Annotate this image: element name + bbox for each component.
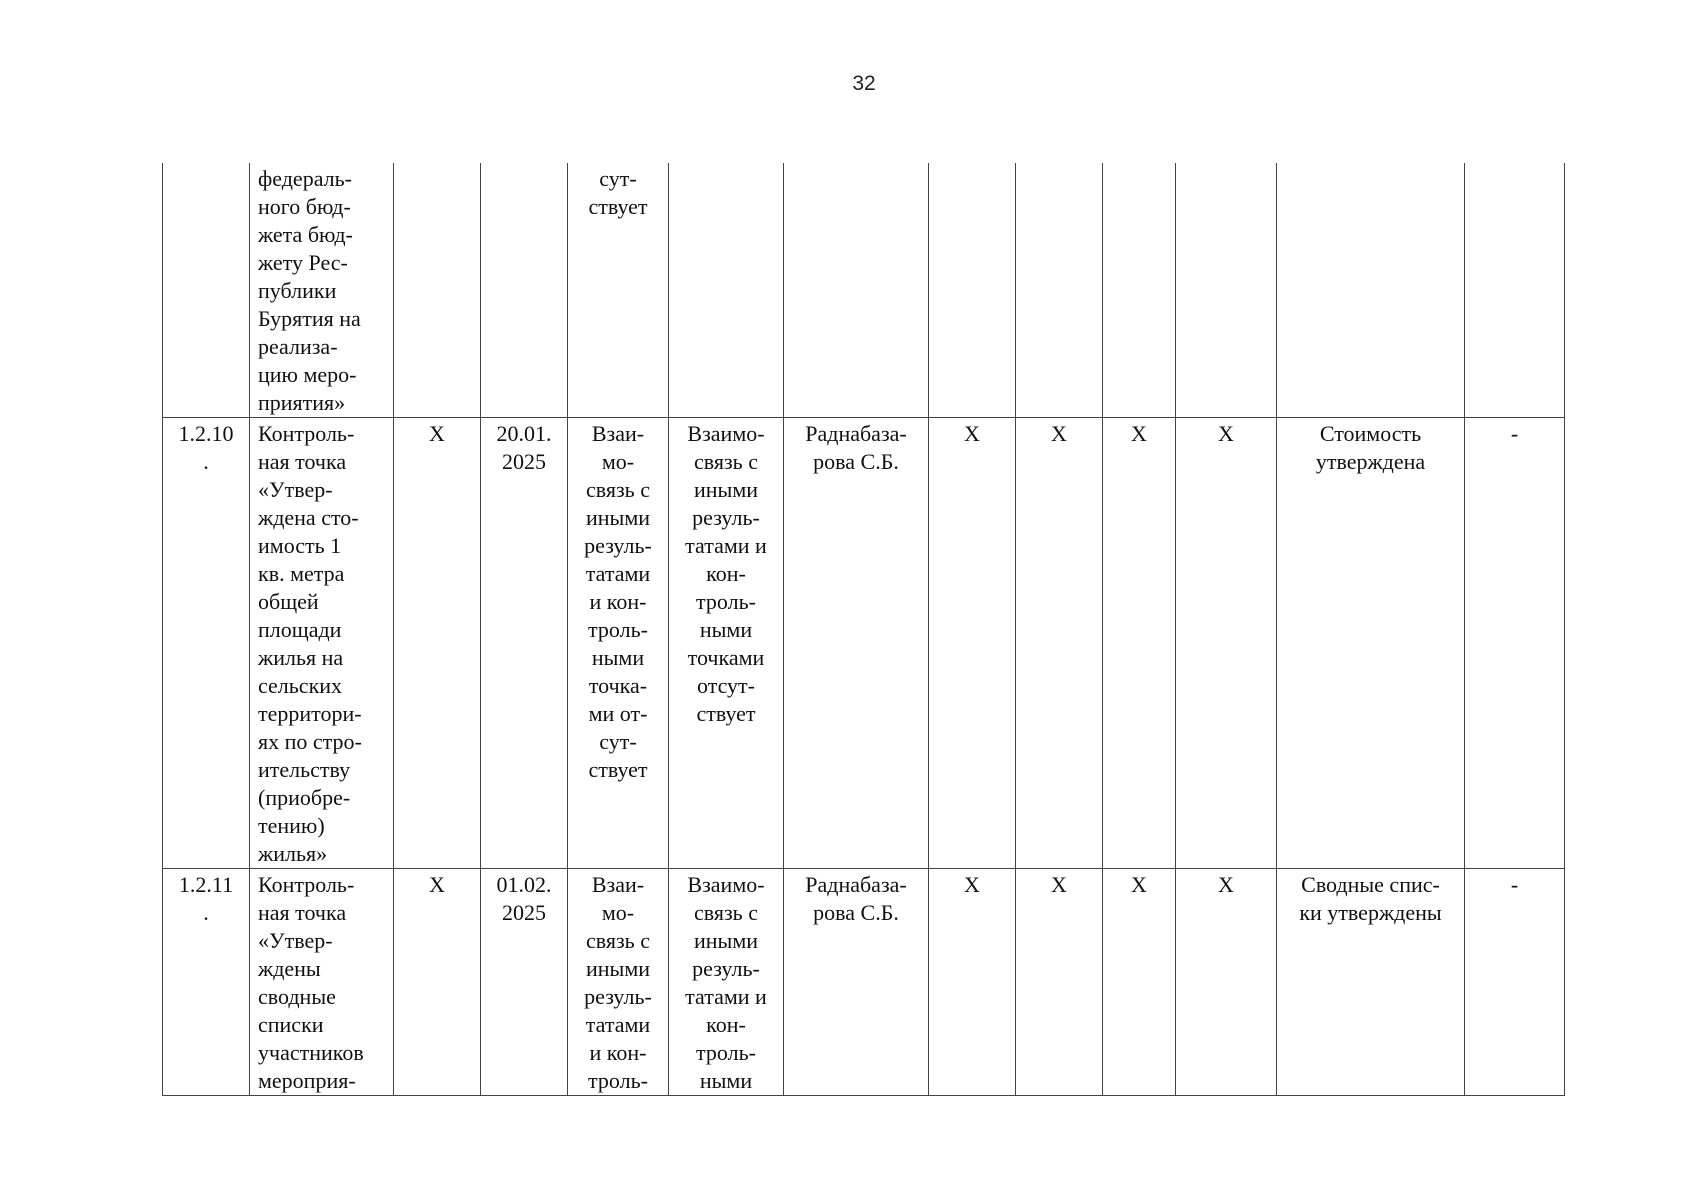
cell-result: Сводные спис- ки утверждены bbox=[1277, 869, 1465, 1096]
cell-mark-2: Х bbox=[1016, 418, 1103, 869]
cell-number bbox=[163, 163, 250, 418]
cell-end-date: 01.02. 2025 bbox=[481, 869, 568, 1096]
cell-note bbox=[1465, 163, 1565, 418]
cell-mark-2 bbox=[1016, 163, 1103, 418]
cell-predecessor: Взаи- мо- связь с иными резуль- татами и кон- троль- ными точка- ми от- сут- ствует bbox=[568, 418, 669, 869]
cell-predecessor: сут- ствует bbox=[568, 163, 669, 418]
cell-mark-4 bbox=[1176, 163, 1277, 418]
cell-successor: Взаимо- связь с иными резуль- татами и кон- троль- ными точками отсут- ствует bbox=[669, 418, 784, 869]
cell-responsible bbox=[784, 163, 929, 418]
cell-mark-3 bbox=[1103, 163, 1176, 418]
table-row bbox=[163, 163, 1565, 418]
page-number: 32 bbox=[852, 72, 876, 95]
cell-number: 1.2.11 . bbox=[163, 869, 250, 1096]
cell-successor bbox=[669, 163, 784, 418]
cell-successor: Взаимо- связь с иными резуль- татами и кон- троль- ными bbox=[669, 869, 784, 1096]
cell-mark-3: Х bbox=[1103, 418, 1176, 869]
cell-mark-1 bbox=[929, 163, 1016, 418]
cell-start-date: Х bbox=[394, 418, 481, 869]
cell-mark-3: Х bbox=[1103, 869, 1176, 1096]
cell-mark-4: Х bbox=[1176, 869, 1277, 1096]
cell-result: Стоимость утверждена bbox=[1277, 418, 1465, 869]
cell-mark-1: Х bbox=[929, 418, 1016, 869]
cell-responsible: Раднабаза- рова С.Б. bbox=[784, 869, 929, 1096]
cell-mark-4: Х bbox=[1176, 418, 1277, 869]
cell-name: федераль- ного бюд- жета бюд- жету Рес- публики Бурятия на реализа- цию меро- приятия» bbox=[250, 163, 394, 418]
cell-mark-1: Х bbox=[929, 869, 1016, 1096]
cell-start-date bbox=[394, 163, 481, 418]
cell-end-date bbox=[481, 163, 568, 418]
cell-predecessor: Взаи- мо- связь с иными резуль- татами и кон- троль- bbox=[568, 869, 669, 1096]
cell-note: - bbox=[1465, 869, 1565, 1096]
cell-start-date: Х bbox=[394, 869, 481, 1096]
cell-result bbox=[1277, 163, 1465, 418]
table-row bbox=[163, 869, 1565, 1096]
cell-note: - bbox=[1465, 418, 1565, 869]
cell-responsible: Раднабаза- рова С.Б. bbox=[784, 418, 929, 869]
table-row bbox=[163, 418, 1565, 869]
cell-number: 1.2.10 . bbox=[163, 418, 250, 869]
document-table bbox=[162, 163, 1565, 1096]
cell-end-date: 20.01. 2025 bbox=[481, 418, 568, 869]
cell-name: Контроль- ная точка «Утвер- ждена сто- имость 1 кв. метра общей площади жилья на сельских территори- ях по стро- ительству (приобре- тению) жилья» bbox=[250, 418, 394, 869]
cell-name: Контроль- ная точка «Утвер- ждены сводные списки участников мероприя- bbox=[250, 869, 394, 1096]
cell-mark-2: Х bbox=[1016, 869, 1103, 1096]
